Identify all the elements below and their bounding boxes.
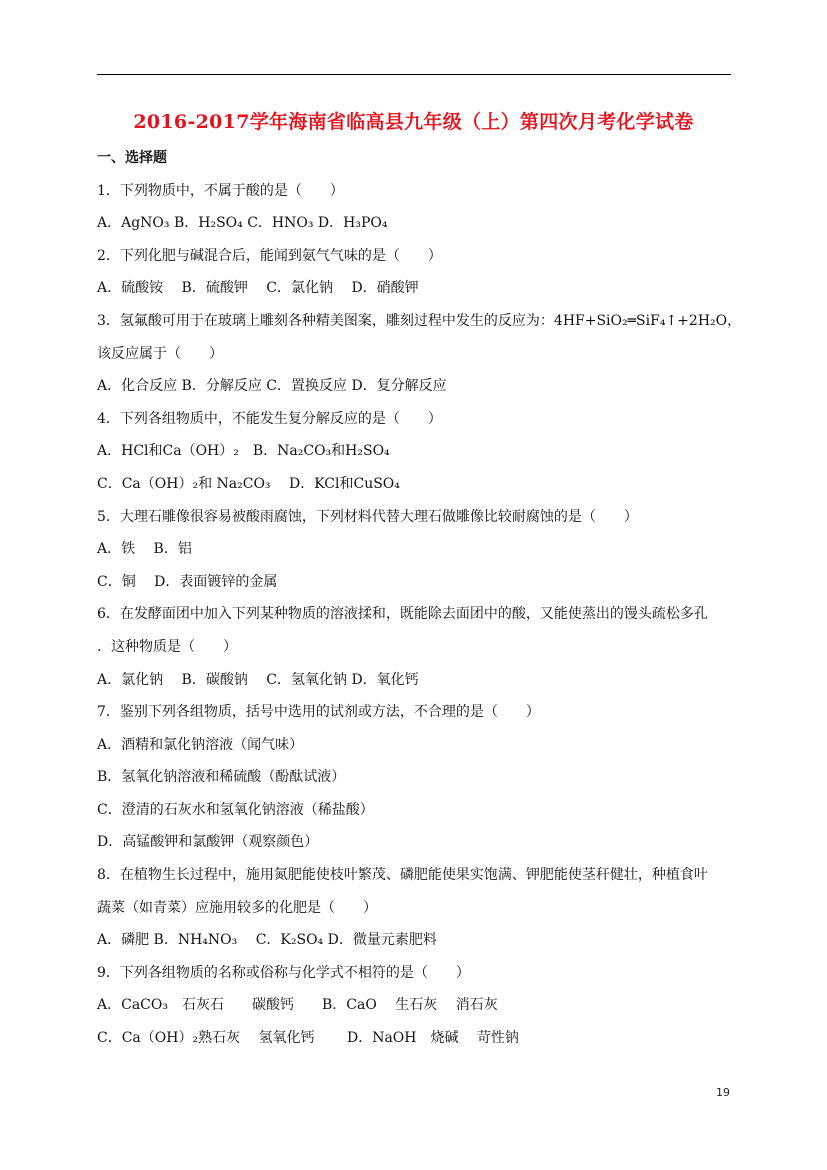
header-rule [97, 74, 731, 75]
question-5: 5．大理石雕像很容易被酸雨腐蚀，下列材料代替大理石做雕像比较耐腐蚀的是（ ） [97, 508, 638, 525]
question-6-options: A．氯化钠 B．碳酸钠 C．氢氧化钠 D．氧化钙 [97, 671, 419, 688]
question-7-option-c: C．澄清的石灰水和氢氧化钠溶液（稀盐酸） [97, 801, 374, 818]
question-4-options-ab: A．HCl和Ca（OH）₂ B．Na₂CO₃和H₂SO₄ [97, 443, 390, 460]
question-3: 3．氢氟酸可用于在玻璃上雕刻各种精美图案，雕刻过程中发生的反应为：4HF+SiO₂═SiF₄↑+2H₂O， [97, 312, 742, 329]
question-4: 4．下列各组物质中，不能发生复分解反应的是（ ） [97, 410, 442, 427]
section-heading: 一、选择题 [97, 150, 167, 166]
question-7-option-a: A．酒精和氯化钠溶液（闻气味） [97, 736, 304, 753]
question-9-options-ab: A．CaCO₃ 石灰石 碳酸钙 B．CaO 生石灰 消石灰 [97, 997, 498, 1014]
question-6: 6．在发酵面团中加入下列某种物质的溶液揉和，既能除去面团中的酸，又能使蒸出的馒头疏松多孔 [97, 606, 708, 623]
question-2-options: A．硫酸铵 B．硫酸钾 C．氯化钠 D．硝酸钾 [97, 280, 419, 297]
question-1-options: A．AgNO₃ B．H₂SO₄ C．HNO₃ D．H₃PO₄ [97, 215, 388, 232]
page-title: 2016-2017学年海南省临高县九年级（上）第四次月考化学试卷 [133, 111, 694, 133]
question-9-options-cd: C．Ca（OH）₂熟石灰 氢氧化钙 D．NaOH 烧碱 苛性钠 [97, 1030, 519, 1047]
question-5-options-cd: C．铜 D．表面镀锌的金属 [97, 573, 278, 590]
question-8-options: A．磷肥 B．NH₄NO₃ C．K₂SO₄ D．微量元素肥料 [97, 932, 437, 949]
question-7: 7．鉴别下列各组物质，括号中选用的试剂或方法，不合理的是（ ） [97, 704, 540, 721]
question-6-continued: ．这种物质是（ ） [97, 638, 237, 655]
question-1: 1．下列物质中，不属于酸的是（ ） [97, 182, 344, 199]
question-2: 2．下列化肥与碱混合后，能闻到氨气气味的是（ ） [97, 247, 442, 264]
question-3-continued: 该反应属于（ ） [97, 345, 223, 362]
question-4-options-cd: C．Ca（OH）₂和 Na₂CO₃ D．KCl和CuSO₄ [97, 475, 400, 492]
question-7-option-d: D．高锰酸钾和氯酸钾（观察颜色） [97, 834, 319, 851]
question-list [97, 148, 742, 1061]
question-5-options-ab: A．铁 B．铝 [97, 541, 192, 558]
question-9: 9．下列各组物质的名称或俗称与化学式不相符的是（ ） [97, 964, 470, 981]
question-3-options: A．化合反应 B．分解反应 C．置换反应 D．复分解反应 [97, 378, 447, 395]
page-number: 19 [716, 1086, 730, 1099]
question-7-option-b: B．氢氧化钠溶液和稀硫酸（酚酞试液） [97, 769, 346, 786]
question-8-continued: 蔬菜（如青菜）应施用较多的化肥是（ ） [97, 899, 377, 916]
question-8: 8．在植物生长过程中，施用氮肥能使枝叶繁茂、磷肥能使果实饱满、钾肥能使茎秆健壮，种植食叶 [97, 867, 708, 884]
